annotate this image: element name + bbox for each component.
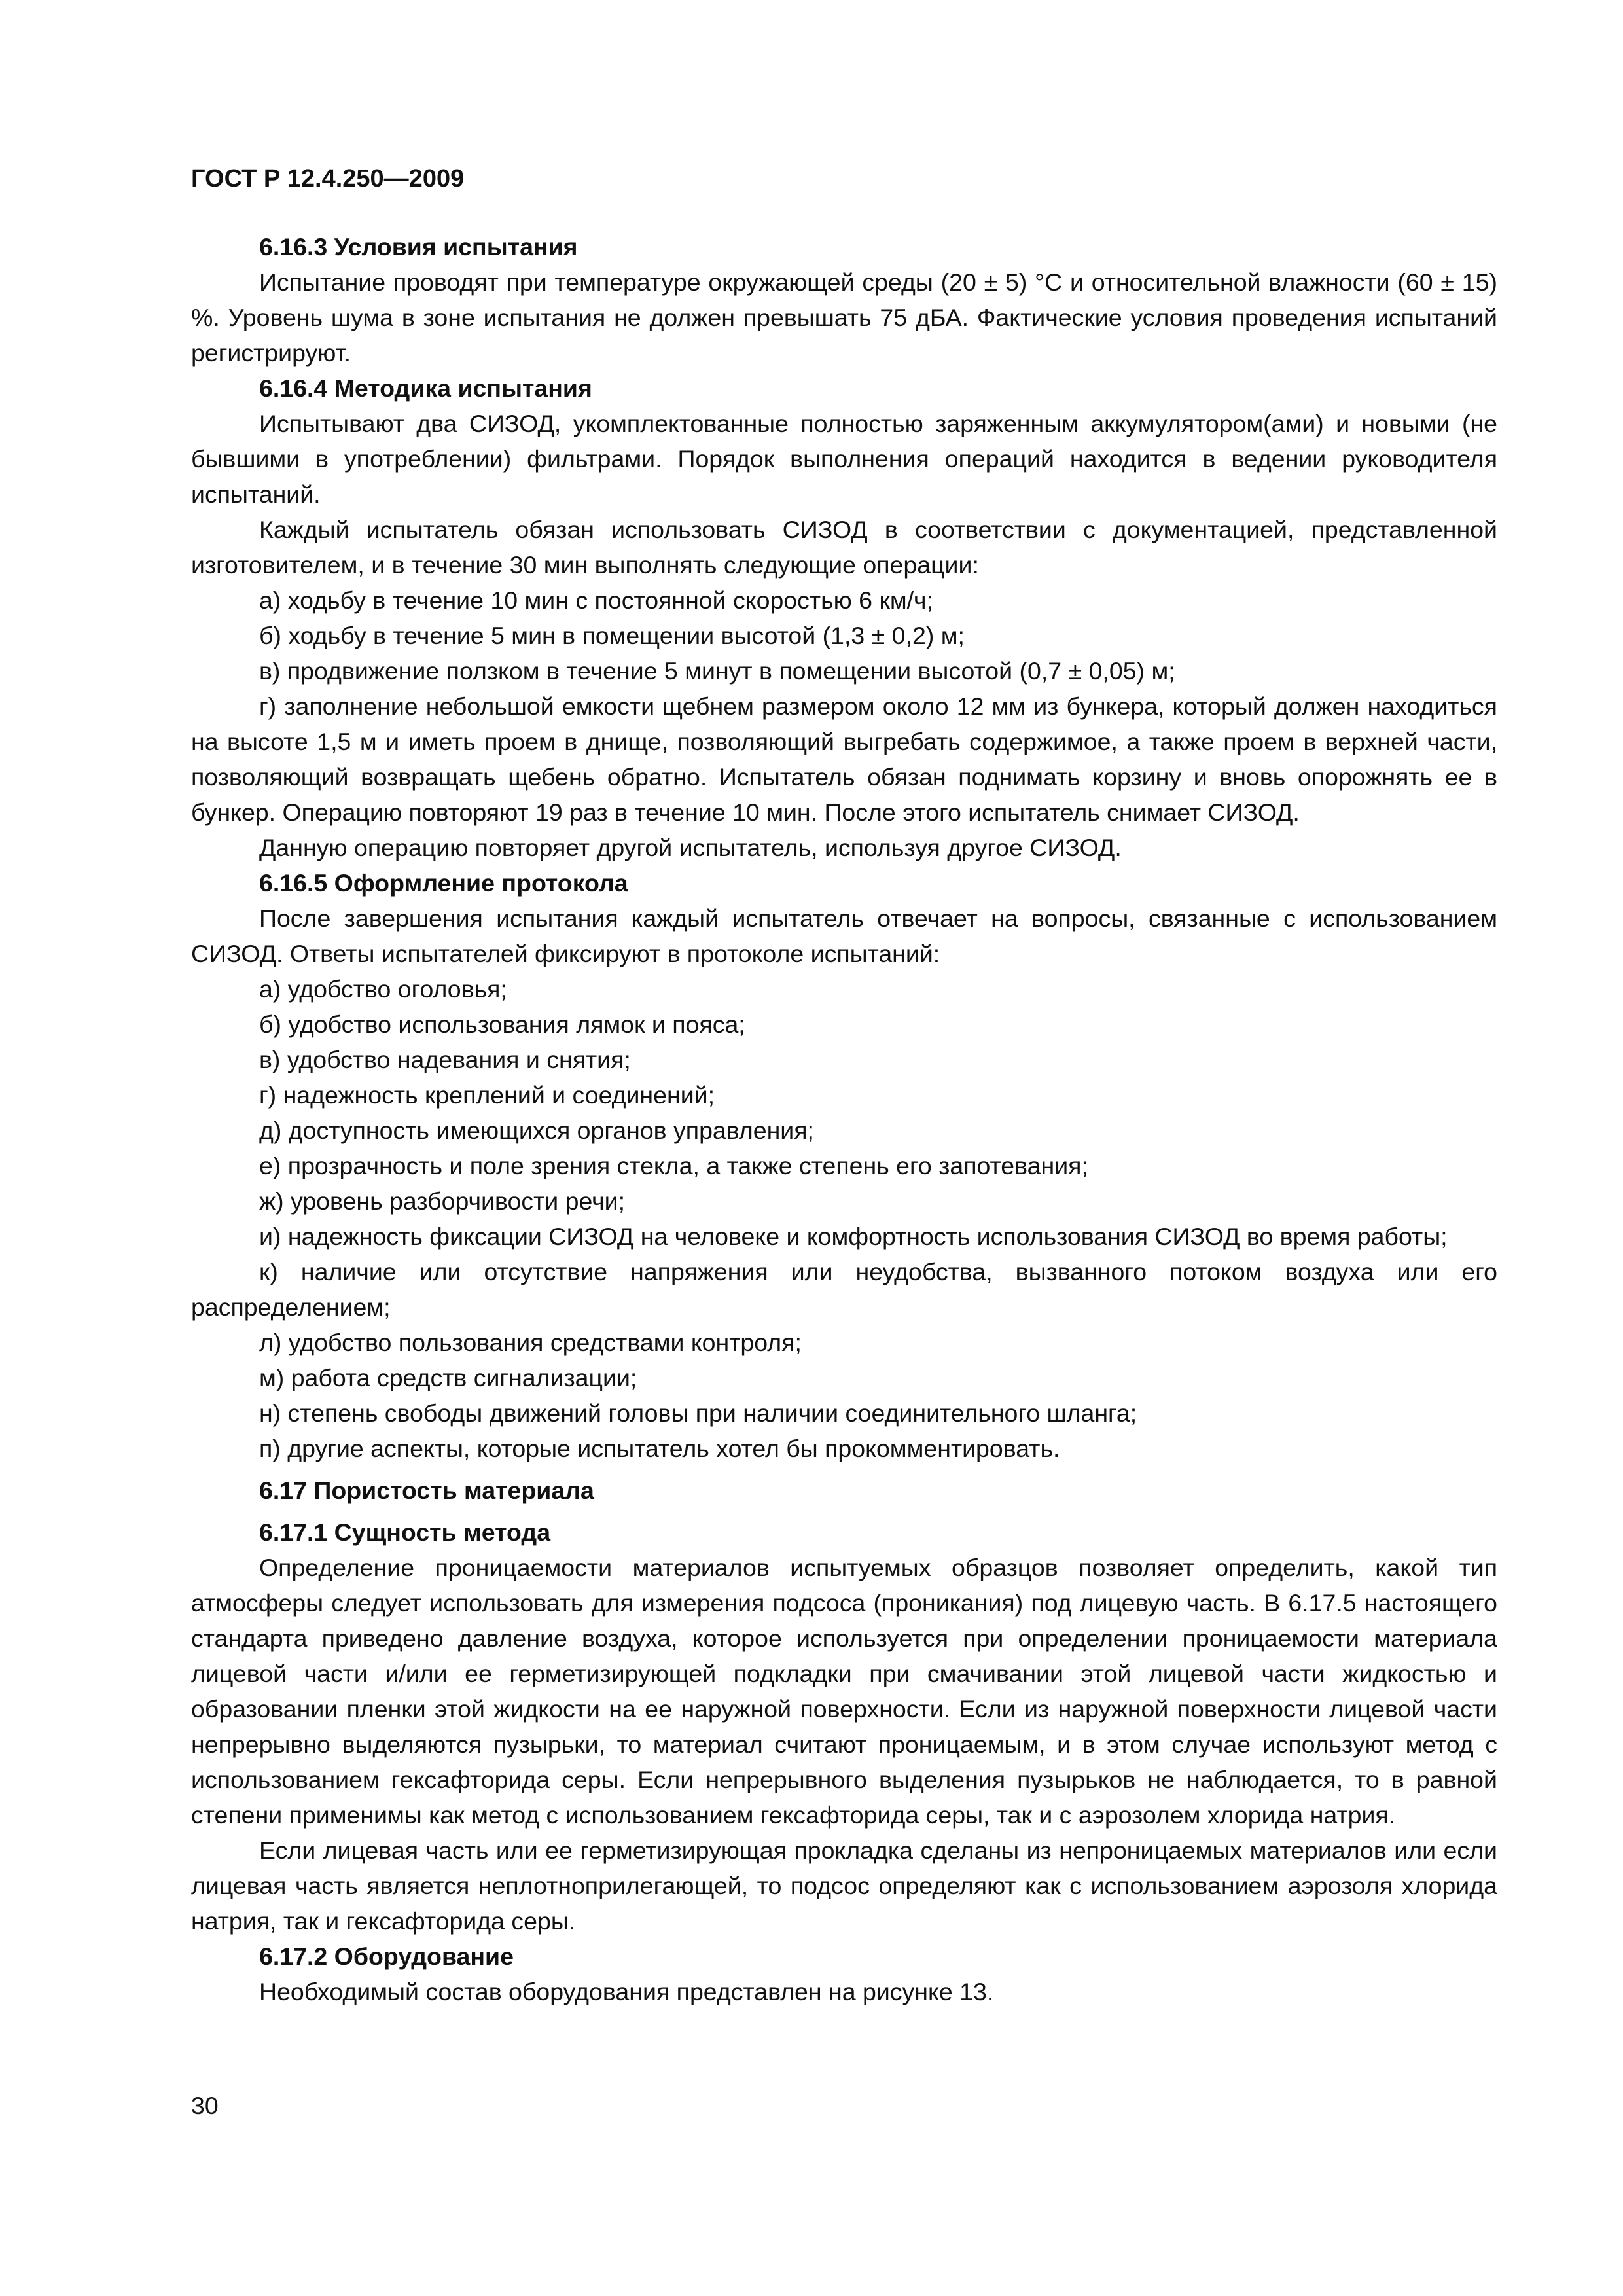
document-body — [191, 229, 1497, 2009]
list-item: а) ходьбу в течение 10 мин с постоянной скоростью 6 км/ч; — [259, 586, 934, 614]
paragraph: к) наличие или отсутствие напряжения или неудобства, вызванного потоком воздуха или его распределением; — [191, 1258, 1497, 1321]
list-item: б) ходьбу в течение 5 мин в помещении высотой (1,3 ± 0,2) м; — [259, 622, 965, 649]
paragraph: Если лицевая часть или ее герметизирующая прокладка сделаны из непроницаемых материалов или если лицевая часть является неплотноприлегающей, то подсос определяют как с использованием аэрозоля хлорида натрия, так и гексафторида серы. — [191, 1837, 1497, 1935]
list-item: в) удобство надевания и снятия; — [259, 1046, 631, 1073]
list-item: г) надежность креплений и соединений; — [259, 1081, 715, 1109]
section-heading: 6.17 Пористость материала — [259, 1477, 594, 1504]
list-item: м) работа средств сигнализации; — [259, 1364, 637, 1391]
list-item: д) доступность имеющихся органов управления; — [259, 1117, 814, 1144]
paragraph: Определение проницаемости материалов испытуемых образцов позволяет определить, какой тип атмосферы следует использовать для измерения подсоса (проникания) под лицевую часть. В 6.17.5 настоящего стандарта приведено давление воздуха, которое используется при определении проницаемости материала лицевой части и/или ее герметизирующей подкладки при смачивании этой лицевой части жидкостью и образовании пленки этой жидкости на ее наружной поверхности. Если из наружной поверхности лицевой части непрерывно выделяются пузырьки, то материал считают проницаемым, и в этом случае используют метод с использованием гексафторида серы. Если непрерывного выделения пузырьков не наблюдается, то в равной степени применимы как метод с использованием гексафторида серы, так и с аэрозолем хлорида натрия. — [191, 1554, 1497, 1829]
paragraph: После завершения испытания каждый испытатель отвечает на вопросы, связанные с использованием СИЗОД. Ответы испытателей фиксируют в протоколе испытаний: — [191, 905, 1497, 967]
list-item: в) продвижение ползком в течение 5 минут в помещении высотой (0,7 ± 0,05) м; — [259, 657, 1175, 685]
document-header: ГОСТ Р 12.4.250—2009 — [191, 165, 465, 192]
paragraph: г) заполнение небольшой емкости щебнем размером около 12 мм из бункера, который должен находиться на высоте 1,5 м и иметь проем в днище, позволяющий выгребать содержимое, а также проем в верхней части, позволяющий возвращать щебень обратно. Испытатель обязан поднимать корзину и вновь опорожнять ее в бункер. Операцию повторяют 19 раз в течение 10 мин. После этого испытатель снимает СИЗОД. — [191, 692, 1497, 826]
paragraph: Испытание проводят при температуре окружающей среды (20 ± 5) °С и относительной влажности (60 ± 15) %. Уровень шума в зоне испытания не должен превышать 75 дБА. Фактические условия проведения испытаний регистрируют. — [191, 268, 1497, 367]
page-number: 30 — [191, 2092, 219, 2119]
paragraph: Каждый испытатель обязан использовать СИЗОД в соответствии с документацией, представленной изготовителем, и в течение 30 мин выполнять следующие операции: — [191, 516, 1497, 579]
list-item: н) степень свободы движений головы при наличии соединительного шланга; — [259, 1399, 1137, 1427]
list-item: л) удобство пользования средствами контроля; — [259, 1329, 802, 1356]
section-heading: 6.16.4 Методика испытания — [259, 374, 592, 402]
section-heading: 6.16.5 Оформление протокола — [259, 869, 628, 897]
section-heading: 6.16.3 Условия испытания — [259, 233, 578, 260]
list-item: а) удобство оголовья; — [259, 975, 507, 1003]
paragraph: и) надежность фиксации СИЗОД на человеке и комфортность использования СИЗОД во время работы; — [259, 1223, 1448, 1250]
list-item: ж) уровень разборчивости речи; — [259, 1187, 625, 1215]
list-item: п) другие аспекты, которые испытатель хотел бы прокомментировать. — [259, 1435, 1060, 1462]
paragraph: Испытывают два СИЗОД, укомплектованные полностью заряженным аккумулятором(ами) и новыми (не бывшими в употреблении) фильтрами. Порядок выполнения операций находится в ведении руководителя испытаний. — [191, 410, 1497, 508]
section-heading: 6.17.2 Оборудование — [259, 1943, 514, 1970]
paragraph: Данную операцию повторяет другой испытатель, используя другое СИЗОД. — [259, 834, 1122, 861]
section-heading: 6.17.1 Сущность метода — [259, 1518, 551, 1546]
paragraph: Необходимый состав оборудования представлен на рисунке 13. — [259, 1978, 994, 2005]
list-item: б) удобство использования лямок и пояса; — [259, 1011, 745, 1038]
list-item: е) прозрачность и поле зрения стекла, а также степень его запотевания; — [259, 1152, 1088, 1179]
